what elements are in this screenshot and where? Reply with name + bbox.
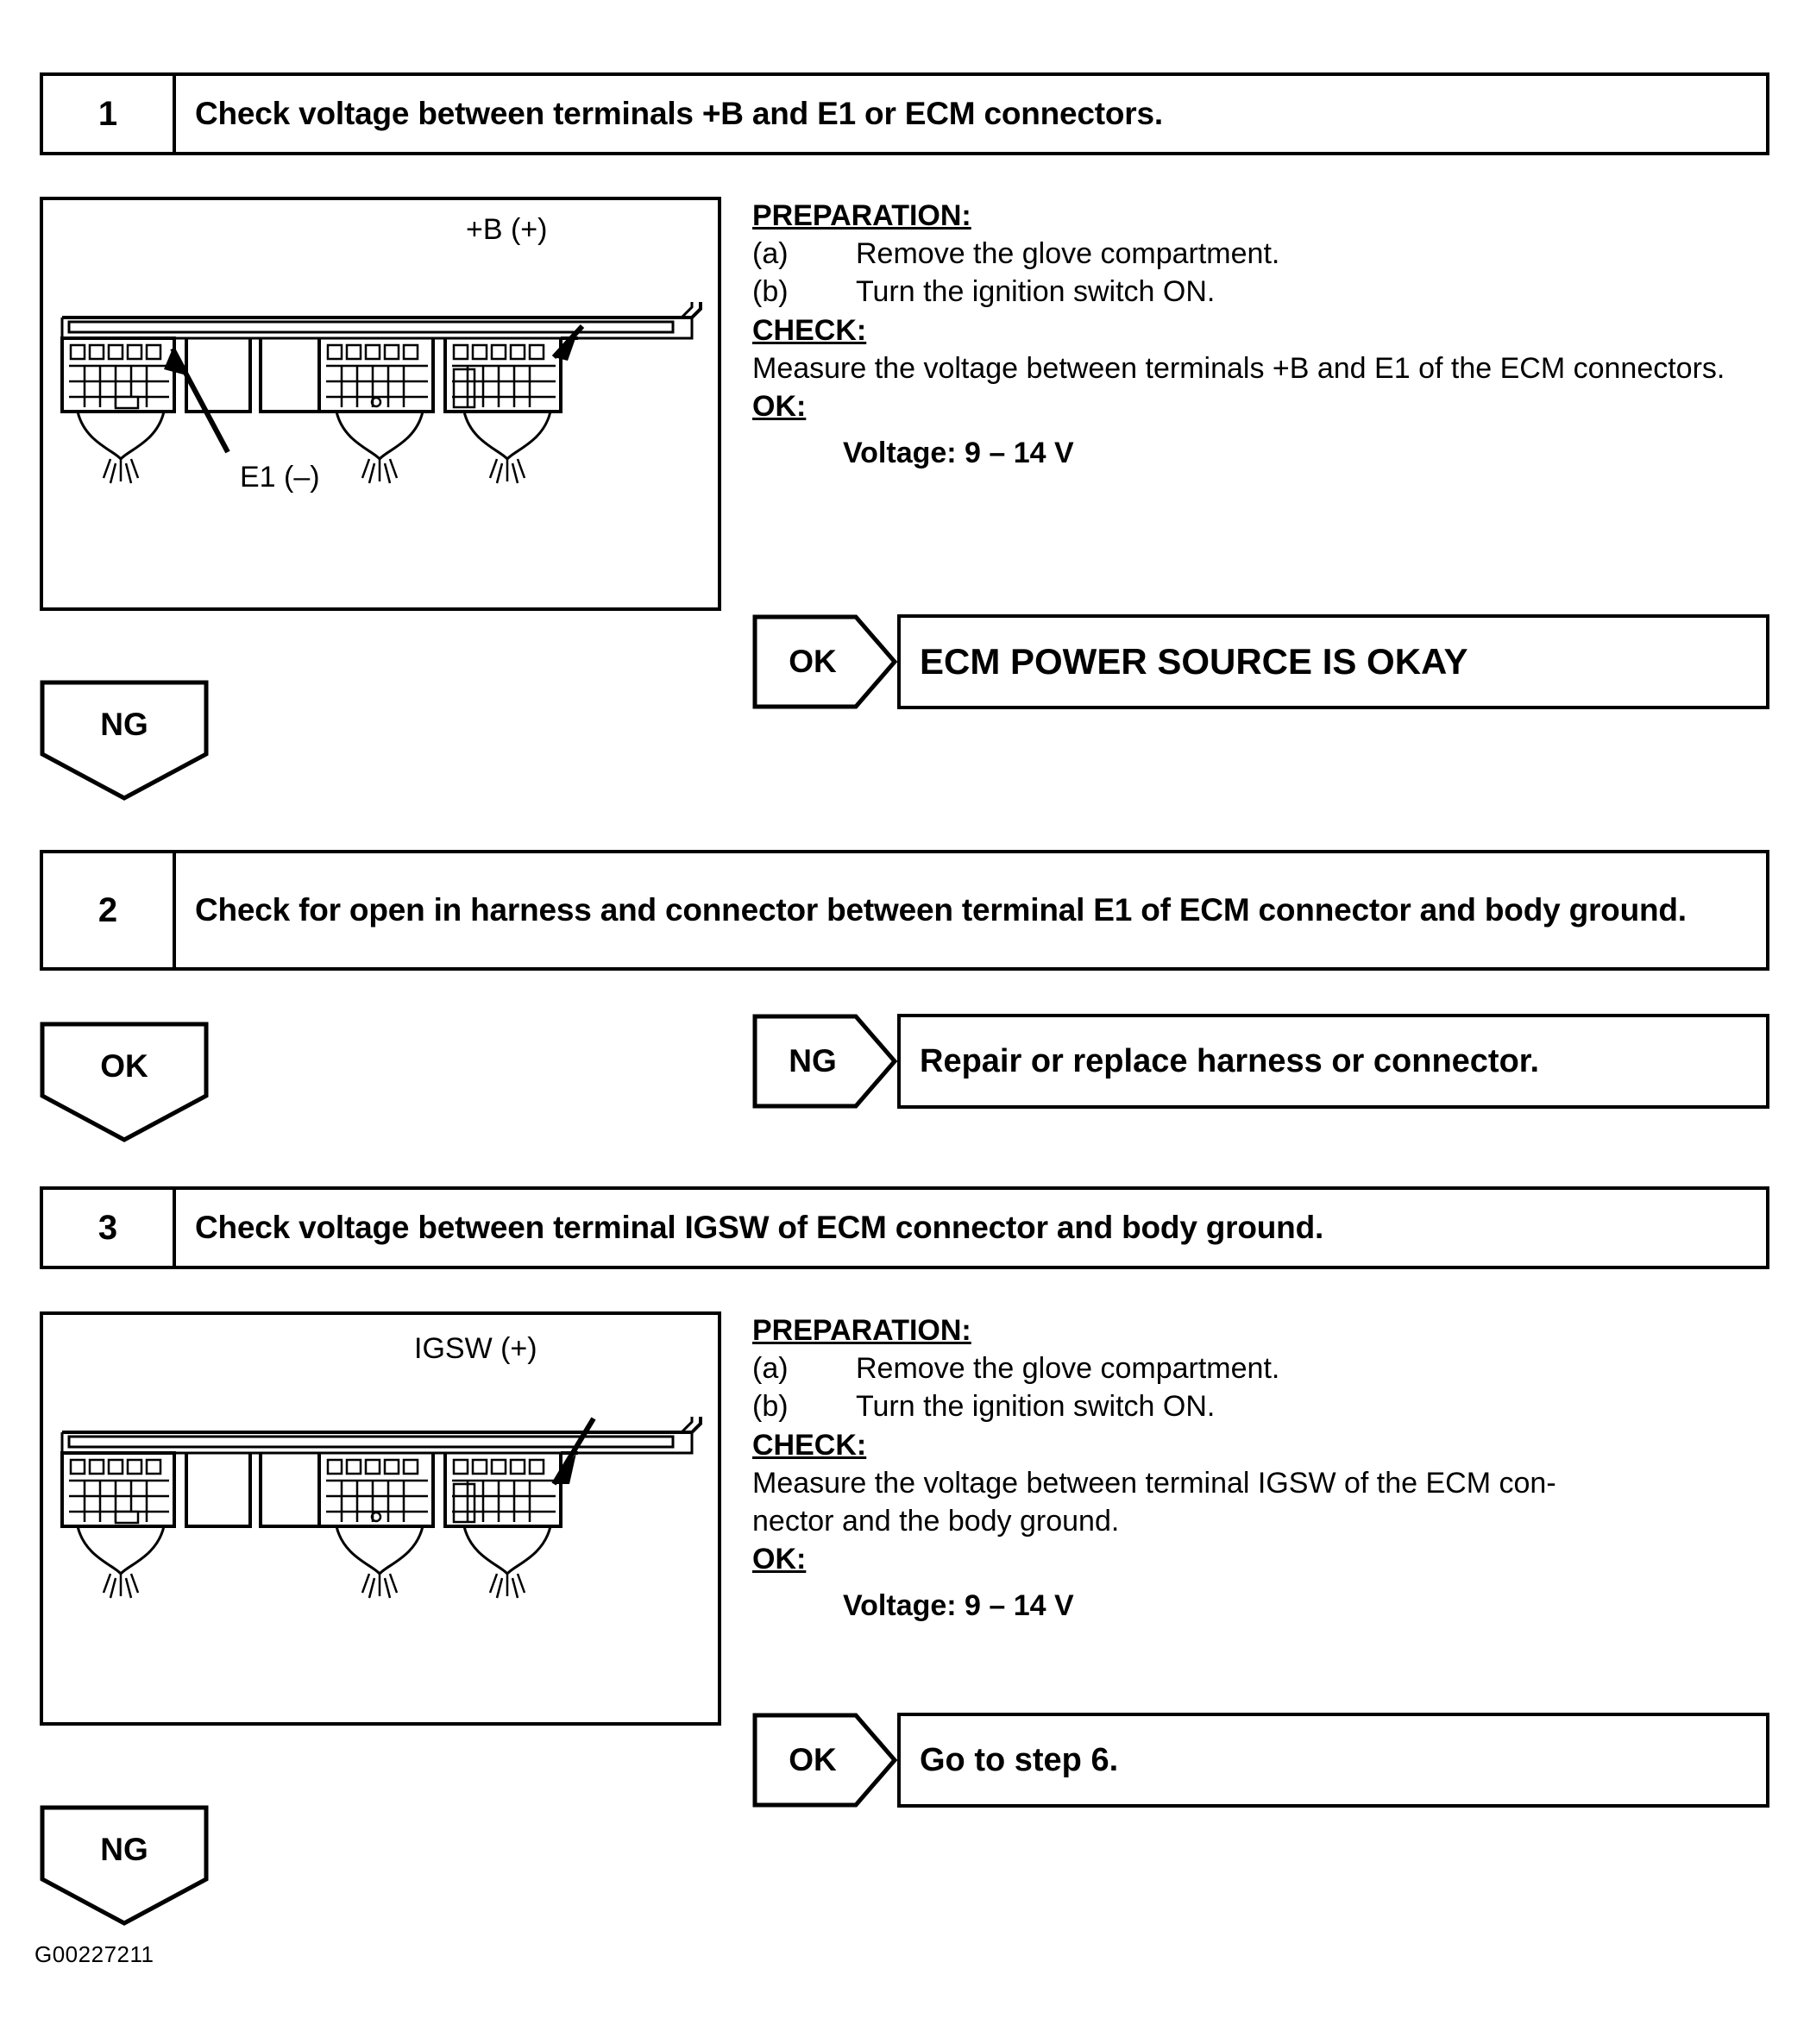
- step-1-prep-item-a: [752, 235, 1770, 273]
- step-3-ok-value: Voltage: 9 – 14 V: [843, 1589, 1074, 1623]
- step-1-header: [40, 72, 1769, 155]
- step-1-preparation-header: PREPARATION:: [752, 199, 971, 232]
- document-code: G00227211: [35, 1941, 154, 1967]
- step-1-check-header: CHECK:: [752, 313, 867, 347]
- figure-1-callout-top: +B (+): [466, 213, 548, 246]
- step-2-number: 2: [43, 853, 176, 967]
- step-2-title: Check for open in harness and connector between terminal E1 of ECM connector and body ground.: [195, 892, 1687, 928]
- step-3-preparation-header: PREPARATION:: [752, 1314, 971, 1347]
- step-3-ok-tag-label: OK: [789, 1742, 837, 1777]
- step-1-check-text: Measure the voltage between terminals +B and E1 of the ECM connectors.: [752, 351, 1725, 385]
- step-1-figure: [40, 197, 721, 611]
- step-1-procedure: [752, 197, 1770, 472]
- step-3-title: Check voltage between terminal IGSW of ECM connector and body ground.: [195, 1210, 1324, 1246]
- ecm-connector-illustration-2: [43, 1315, 718, 1722]
- step-3-prep-item-b: [752, 1387, 1770, 1425]
- ecm-connector-illustration-1: [43, 200, 718, 607]
- step-3-check-text-line1: Measure the voltage between terminal IGSW of the ECM con-: [752, 1466, 1556, 1500]
- prep-b-text: Turn the ignition switch ON.: [856, 1390, 1216, 1424]
- step-1-ng-flag-label: NG: [100, 707, 148, 742]
- step-3-ok-tag: [752, 1713, 897, 1808]
- step-3-figure: [40, 1311, 721, 1726]
- step-2-ok-flag-label: OK: [100, 1048, 148, 1084]
- step-3-check-text-line2: nector and the body ground.: [752, 1504, 1120, 1538]
- prep-a-label: (a): [752, 1352, 789, 1386]
- step-2-ng-tag: [752, 1014, 897, 1109]
- prep-b-label: (b): [752, 275, 789, 309]
- prep-a-text: Remove the glove compartment.: [856, 1352, 1280, 1386]
- step-2-header: [40, 850, 1769, 971]
- step-1-ng-flag: [40, 680, 209, 801]
- prep-a-text: Remove the glove compartment.: [856, 237, 1280, 271]
- step-3-ng-flag-label: NG: [100, 1832, 148, 1867]
- step-3-check-header: CHECK:: [752, 1428, 867, 1462]
- step-2-ng-tag-label: NG: [789, 1043, 837, 1079]
- figure-1-callout-bottom: E1 (–): [240, 461, 320, 494]
- step-1-ok-value: Voltage: 9 – 14 V: [843, 437, 1074, 470]
- step-1-ok-header: OK:: [752, 389, 807, 423]
- step-1-prep-item-b: [752, 273, 1770, 311]
- step-3-ok-message-box: [897, 1713, 1769, 1808]
- step-1-ok-tag-label: OK: [789, 644, 837, 679]
- step-3-number: 3: [43, 1190, 176, 1266]
- step-1-ok-result: [752, 614, 1769, 709]
- step-3-ok-header: OK:: [752, 1543, 807, 1576]
- prep-b-text: Turn the ignition switch ON.: [856, 275, 1216, 309]
- step-2-ng-message: Repair or replace harness or connector.: [920, 1042, 1540, 1079]
- step-3-procedure: [752, 1311, 1770, 1626]
- step-3-ng-flag: [40, 1805, 209, 1926]
- step-1-ok-message-box: [897, 614, 1769, 709]
- step-1-ok-tag: [752, 614, 897, 709]
- step-1-title: Check voltage between terminals +B and E1 or ECM connectors.: [195, 96, 1163, 132]
- step-2-ng-message-box: [897, 1014, 1769, 1109]
- step-2-ng-result: [752, 1014, 1769, 1109]
- figure-3-callout-top: IGSW (+): [414, 1332, 537, 1365]
- step-2-ok-flag: [40, 1022, 209, 1142]
- step-1-number: 1: [43, 76, 176, 152]
- step-1-ok-message: ECM POWER SOURCE IS OKAY: [920, 641, 1468, 682]
- step-3-prep-item-a: [752, 1349, 1770, 1387]
- step-3-header: [40, 1186, 1769, 1269]
- prep-a-label: (a): [752, 237, 789, 271]
- step-3-ok-result: [752, 1713, 1769, 1808]
- prep-b-label: (b): [752, 1390, 789, 1424]
- step-3-ok-message: Go to step 6.: [920, 1741, 1119, 1778]
